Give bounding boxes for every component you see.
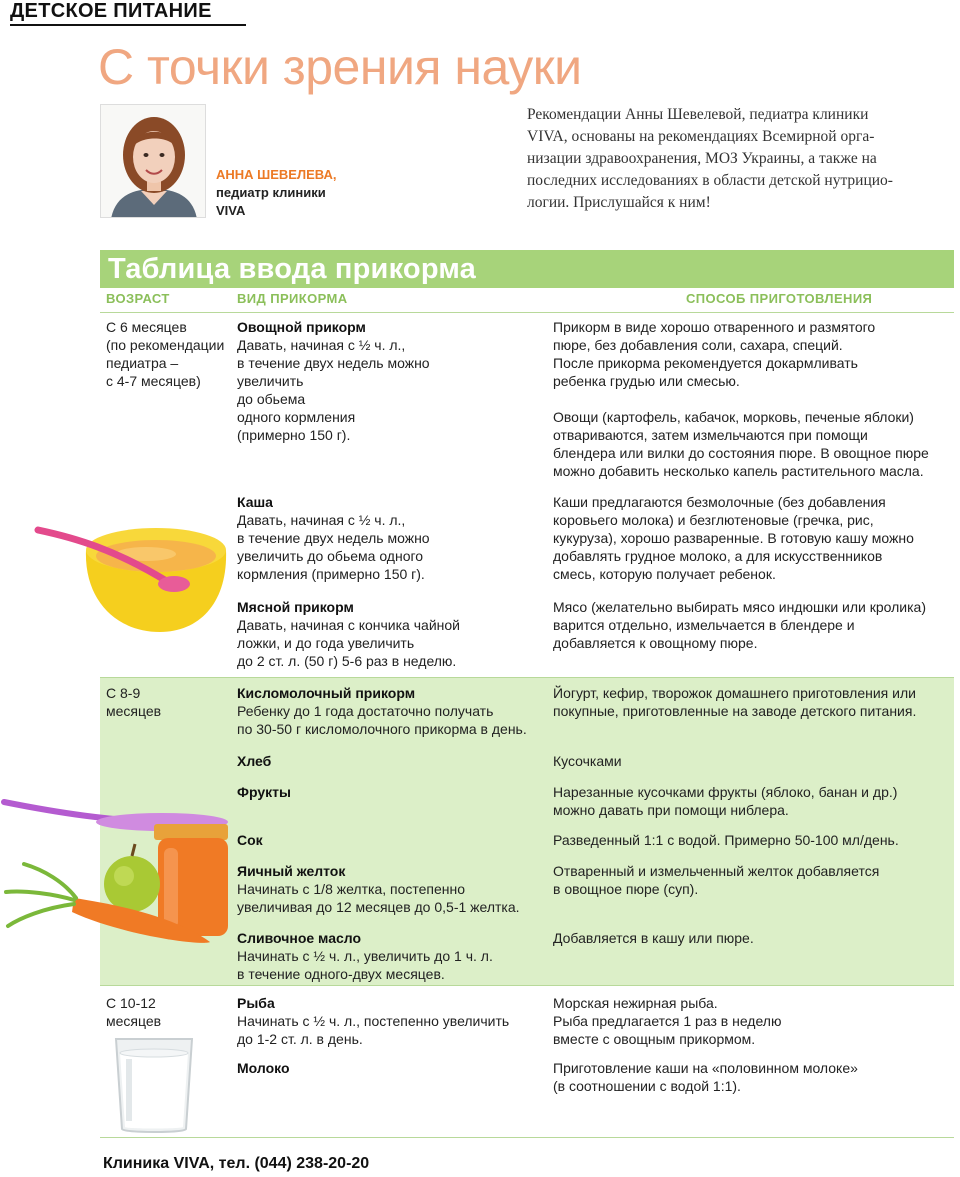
age-line: С 8-9 [106,685,141,701]
method-cell [553,318,875,390]
age-line: С 10-12 [106,995,156,1011]
method-line: Мясо (желательно выбирать мясо индюшки или кролика) [553,599,927,615]
feeding-kind-line: Давать, начиная с ½ ч. л., [237,337,406,353]
author-photo [100,104,206,218]
author-clinic: VIVA [216,203,246,218]
method-cell [553,994,781,1048]
section-rule [10,24,246,26]
footer-contact: Клиника VIVA, тел. (044) 238-20-20 [103,1155,370,1172]
method-line: ребенка грудью или смесью. [553,373,740,389]
feeding-kind-cell [237,831,263,849]
header-divider [100,312,954,313]
band-divider [100,985,954,986]
feeding-kind-title: Мясной прикорм [237,599,354,615]
method-line: Каши предлагаются безмолочные (без добавления [553,494,886,510]
method-cell [553,1059,858,1095]
feeding-kind-line: в течение двух недель можно [237,530,430,546]
author-role: педиатр клиники [216,185,326,200]
feeding-kind-title: Сливочное масло [237,930,362,946]
method-line: смесь, которую получает ребенок. [553,566,776,582]
method-line: добавляется к овощному пюре. [553,635,758,651]
method-line: покупные, приготовленные на заводе детского питания. [553,703,917,719]
feeding-kind-line: в течение двух недель можно [237,355,430,371]
porridge-bowl-image [36,520,231,640]
feeding-kind-line: Начинать с 1/8 желтка, постепенно [237,881,466,897]
feeding-kind-cell [237,994,509,1048]
method-cell [553,493,914,583]
method-line: Нарезанные кусочками фрукты (яблоко, банан и др.) [553,784,898,800]
method-line: Овощи (картофель, кабачок, морковь, печеные яблоки) [553,409,914,425]
feeding-kind-line: (примерно 150 г). [237,427,351,443]
feeding-kind-title: Каша [237,494,273,510]
intro-line: последних исследованиях в области детской нутрицио- [527,172,893,189]
column-header-age: ВОЗРАСТ [106,291,170,306]
method-line: пюре, без добавления соли, сахара, специй. [553,337,843,353]
method-line: Приготовление каши на «половинном молоке» [553,1060,858,1076]
age-line: педиатра – [106,355,179,371]
age-line: (по рекомендации [106,337,225,353]
milk-glass-image [114,1035,194,1135]
intro-line: VIVA, основаны на рекомендациях Всемирной орга- [527,128,875,145]
feeding-kind-title: Овощной прикорм [237,319,366,335]
method-line: можно добавить несколько капель растительного масла. [553,463,924,479]
age-line: с 4-7 месяцев) [106,373,201,389]
intro-line: Рекомендации Анны Шевелевой, педиатра клиники [527,106,869,123]
feeding-kind-cell [237,318,430,444]
feeding-kind-line: увеличивая до 12 месяцев до 0,5-1 желтка. [237,899,520,915]
age-line: месяцев [106,1013,162,1029]
feeding-kind-line: Давать, начиная с кончика чайной [237,617,460,633]
feeding-kind-line: Давать, начиная с ½ ч. л., [237,512,406,528]
method-line: отвариваются, затем измельчаются при помощи [553,427,868,443]
feeding-kind-cell [237,752,271,770]
age-cell [106,684,161,720]
method-cell [553,862,879,898]
method-line: кукуруза), хорошо разваренные. В готовую кашу можно [553,530,914,546]
method-line: коровьего молока) и безглютеновые (гречка, рис, [553,512,874,528]
feeding-kind-line: Начинать с ½ ч. л., постепенно увеличить [237,1013,510,1029]
method-line: Йогурт, кефир, творожок домашнего приготовления или [553,685,916,701]
intro-text [527,104,947,214]
feeding-kind-line: увеличить до обьема одного [237,548,424,564]
feeding-kind-cell [237,862,520,916]
feeding-kind-line: ложки, и до года увеличить [237,635,415,651]
method-line: Морская нежирная рыба. [553,995,718,1011]
feeding-kind-cell [237,684,527,738]
feeding-kind-title: Рыба [237,995,275,1011]
method-line: блендера или вилки до состояния пюре. В овощное пюре [553,445,929,461]
method-line: Кусочками [553,753,622,769]
method-cell [553,752,622,770]
feeding-kind-title: Молоко [237,1060,290,1076]
feeding-kind-line: Начинать с ½ ч. л., увеличить до 1 ч. л. [237,948,493,964]
band-divider [100,677,954,678]
column-header-kind: ВИД ПРИКОРМА [237,291,348,306]
feeding-kind-title: Яичный желток [237,863,346,879]
method-line: Рыба предлагается 1 раз в неделю [553,1013,782,1029]
band-divider [100,1137,954,1138]
method-line: Разведенный 1:1 с водой. Примерно 50-100 мл/день. [553,832,899,848]
feeding-kind-cell [237,929,493,983]
feeding-kind-cell [237,783,291,801]
author-name: АННА ШЕВЕЛЕВА, [216,167,337,182]
method-line: (в соотношении с водой 1:1). [553,1078,741,1094]
feeding-kind-title: Кисломолочный прикорм [237,685,416,701]
method-line: можно давать при помощи ниблера. [553,802,789,818]
method-line: Прикорм в виде хорошо отваренного и размятого [553,319,876,335]
method-line: в овощное пюре (суп). [553,881,699,897]
feeding-kind-cell [237,1059,290,1077]
author-caption [216,166,337,220]
feeding-kind-line: Ребенку до 1 года достаточно получать [237,703,494,719]
age-cell [106,994,161,1030]
feeding-kind-cell [237,493,430,583]
method-cell [553,684,916,720]
method-cell [553,408,929,480]
age-line: С 6 месяцев [106,319,187,335]
fruit-and-juice-image [4,800,236,950]
feeding-kind-cell [237,598,460,670]
method-cell [553,783,897,819]
feeding-kind-line: до 2 ст. л. (50 г) 5-6 раз в неделю. [237,653,457,669]
method-line: вместе с овощным прикормом. [553,1031,756,1047]
feeding-kind-line: кормления (примерно 150 г). [237,566,425,582]
method-line: Отваренный и измельченный желток добавляется [553,863,880,879]
section-label: ДЕТСКОЕ ПИТАНИЕ [10,0,212,22]
feeding-kind-line: по 30-50 г кисломолочного прикорма в день. [237,721,527,737]
feeding-kind-title: Сок [237,832,263,848]
feeding-kind-title: Хлеб [237,753,272,769]
method-cell [553,831,899,849]
table-title: Таблица ввода прикорма [108,253,476,285]
feeding-kind-title: Фрукты [237,784,291,800]
age-line: месяцев [106,703,162,719]
page-title: С точки зрения науки [98,39,582,95]
method-cell [553,598,926,652]
method-line: После прикорма рекомендуется докармливать [553,355,858,371]
feeding-kind-line: до 1-2 ст. л. в день. [237,1031,363,1047]
method-line: Добавляется в кашу или пюре. [553,930,754,946]
intro-line: логии. Прислушайся к ним! [527,194,711,211]
feeding-kind-line: увеличить [237,373,304,389]
method-cell [553,929,754,947]
method-line: варится отдельно, измельчается в блендере и [553,617,855,633]
column-header-method: СПОСОБ ПРИГОТОВЛЕНИЯ [686,291,873,306]
feeding-kind-line: до обьема [237,391,306,407]
feeding-kind-line: в течение одного-двух месяцев. [237,966,445,982]
method-line: добавлять грудное молоко, а для искусственников [553,548,883,564]
intro-line: низации здравоохранения, МОЗ Украины, а также на [527,150,877,167]
feeding-kind-line: одного кормления [237,409,356,425]
age-cell [106,318,224,390]
